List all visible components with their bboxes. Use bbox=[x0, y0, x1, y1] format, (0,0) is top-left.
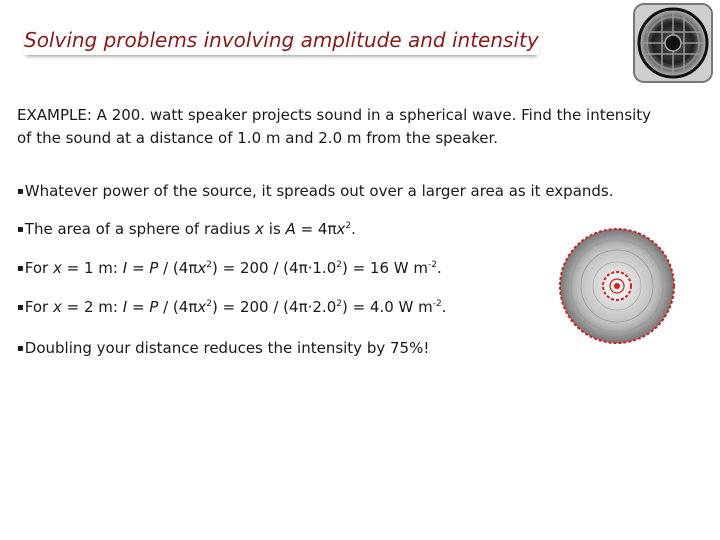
bullet-power-spreads: ▪Whatever power of the source, it spreads out over a larger area as it expands. bbox=[17, 182, 614, 200]
bullet-doubling-distance: ▪Doubling your distance reduces the intensity by 75%! bbox=[17, 339, 430, 357]
example-problem: EXAMPLE: A 200. watt speaker projects sound in a spherical wave. Find the intensity of the sound at a distance of 1.0 m and 2.0 m from the speaker. bbox=[17, 106, 652, 147]
sound-source bbox=[614, 283, 620, 289]
spherical-wave-diagram bbox=[557, 226, 677, 346]
page-title: Solving problems involving amplitude and intensity bbox=[24, 28, 539, 55]
bullet-intensity-1m: ▪For x = 1 m: $I = P / (4\pi x^2) = 200 / (4\pi\cdot 1.0^2) = 16$ W $m^{-2}$. bbox=[17, 259, 442, 277]
speaker-grille-icon bbox=[632, 2, 714, 84]
bullet-sphere-area: ▪The area of a sphere of radius x is $A = 4\pi x^2$. bbox=[17, 220, 356, 238]
bullet-intensity-2m: ▪For x = 2 m: $I = P / (4\pi x^2) = 200 / (4\pi\cdot 2.0^2) = 4.0$ W $m^{-2}$. bbox=[17, 298, 447, 316]
